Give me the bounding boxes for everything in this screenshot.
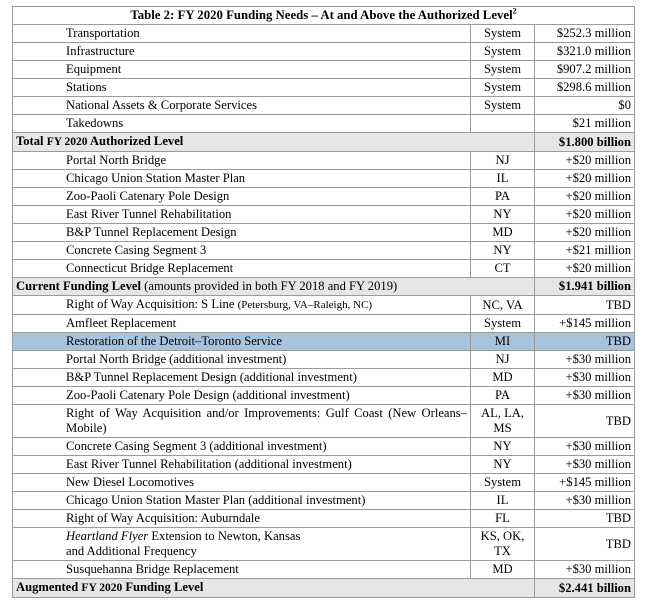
amount-cell: +$30 million <box>535 369 635 387</box>
amount-cell: $321.0 million <box>535 43 635 61</box>
location-cell: System <box>471 43 535 61</box>
item-cell: Concrete Casing Segment 3 <box>13 242 471 260</box>
item-cell: Concrete Casing Segment 3 (additional investment) <box>13 438 471 456</box>
item-cell <box>13 528 471 561</box>
location-cell: MD <box>471 369 535 387</box>
location-cell: NY <box>471 438 535 456</box>
amount-cell: +$20 million <box>535 206 635 224</box>
total-amount-cell: $2.441 billion <box>535 579 635 598</box>
augmented-label-rest: Funding Level <box>122 580 204 594</box>
table-row <box>13 561 635 579</box>
table-row <box>13 315 635 333</box>
table-row <box>13 97 635 115</box>
total-label-cell <box>13 579 535 598</box>
table-row <box>13 25 635 43</box>
location-cell <box>471 115 535 133</box>
item-cell: Right of Way Acquisition and/or Improvements: Gulf Coast (New Orleans–Mobile) <box>13 405 471 438</box>
total-amount-cell: $1.800 billion <box>535 133 635 152</box>
item-cell: Right of Way Acquisition: Auburndale <box>13 510 471 528</box>
amount-cell: $298.6 million <box>535 79 635 97</box>
item-cell: Portal North Bridge <box>13 152 471 170</box>
location-cell: NY <box>471 242 535 260</box>
location-line-1: KS, OK, <box>480 529 525 543</box>
location-cell: System <box>471 79 535 97</box>
total-label: Total <box>16 134 47 148</box>
amount-cell: +$145 million <box>535 315 635 333</box>
augmented-label-fy: FY 2020 <box>81 582 123 594</box>
item-cell: B&P Tunnel Replacement Design <box>13 224 471 242</box>
table-row <box>13 242 635 260</box>
item-cell: East River Tunnel Rehabilitation (additional investment) <box>13 456 471 474</box>
item-text: Extension to Newton, Kansas <box>148 529 301 543</box>
location-cell: IL <box>471 492 535 510</box>
location-cell: NY <box>471 206 535 224</box>
item-cell: Susquehanna Bridge Replacement <box>13 561 471 579</box>
table-row <box>13 369 635 387</box>
item-cell: B&P Tunnel Replacement Design (additional investment) <box>13 369 471 387</box>
item-line-2: and Additional Frequency <box>66 544 197 558</box>
funding-needs-table <box>12 6 635 598</box>
amount-cell: TBD <box>535 528 635 561</box>
table-row <box>13 224 635 242</box>
table-row <box>13 438 635 456</box>
augmented-label: Augmented <box>16 580 82 594</box>
location-cell: NJ <box>471 152 535 170</box>
table-row <box>13 188 635 206</box>
table-row <box>13 79 635 97</box>
table-row <box>13 260 635 278</box>
amount-cell: +$20 million <box>535 188 635 206</box>
item-cell: Zoo-Paoli Catenary Pole Design <box>13 188 471 206</box>
item-cell: Zoo-Paoli Catenary Pole Design (additional investment) <box>13 387 471 405</box>
location-cell: NY <box>471 456 535 474</box>
total-authorized-row <box>13 133 635 152</box>
location-cell: IL <box>471 170 535 188</box>
current-funding-label: Current Funding Level <box>16 279 142 293</box>
item-cell: Restoration of the Detroit–Toronto Service <box>13 333 471 351</box>
highlighted-table-row <box>13 333 635 351</box>
item-italic: Heartland Flyer <box>66 529 149 543</box>
total-amount-cell: $1.941 billion <box>535 278 635 296</box>
location-cell: MD <box>471 561 535 579</box>
table-row <box>13 510 635 528</box>
amount-cell: +$30 million <box>535 387 635 405</box>
item-cell <box>13 296 471 315</box>
amount-cell: +$20 million <box>535 260 635 278</box>
item-cell: Takedowns <box>13 115 471 133</box>
amount-cell: +$30 million <box>535 351 635 369</box>
table-row <box>13 456 635 474</box>
item-cell: East River Tunnel Rehabilitation <box>13 206 471 224</box>
item-cell: Infrastructure <box>13 43 471 61</box>
table-row <box>13 528 635 561</box>
amount-cell: +$20 million <box>535 224 635 242</box>
location-cell: PA <box>471 188 535 206</box>
item-text: Right of Way Acquisition: S Line <box>66 297 238 311</box>
total-label-fy: FY 2020 <box>46 136 88 148</box>
item-cell: Stations <box>13 79 471 97</box>
location-cell: System <box>471 474 535 492</box>
location-cell: AL, LA, MS <box>471 405 535 438</box>
total-label-cell <box>13 133 535 152</box>
table-title-row <box>13 7 635 25</box>
current-funding-note: (amounts provided in both FY 2018 and FY 2019) <box>141 279 398 293</box>
location-cell: System <box>471 61 535 79</box>
amount-cell: $0 <box>535 97 635 115</box>
amount-cell: $21 million <box>535 115 635 133</box>
item-line-1 <box>66 529 467 544</box>
location-cell: PA <box>471 387 535 405</box>
item-cell: New Diesel Locomotives <box>13 474 471 492</box>
amount-cell: +$20 million <box>535 170 635 188</box>
amount-cell: +$21 million <box>535 242 635 260</box>
table-row <box>13 405 635 438</box>
location-cell: MD <box>471 224 535 242</box>
table-row <box>13 351 635 369</box>
item-cell: Transportation <box>13 25 471 43</box>
table-title-text: Table 2: FY 2020 Funding Needs – At and Above the Authorized Level <box>130 8 513 22</box>
total-label-cell <box>13 278 535 296</box>
table-row <box>13 43 635 61</box>
title-footnote-marker: 2 <box>512 6 517 16</box>
table-row <box>13 61 635 79</box>
location-cell: MI <box>471 333 535 351</box>
total-label-rest: Authorized Level <box>87 134 184 148</box>
table-row <box>13 152 635 170</box>
item-cell: Amfleet Replacement <box>13 315 471 333</box>
amount-cell: +$20 million <box>535 152 635 170</box>
item-cell: Connecticut Bridge Replacement <box>13 260 471 278</box>
amount-cell: TBD <box>535 333 635 351</box>
amount-cell: $252.3 million <box>535 25 635 43</box>
amount-cell: TBD <box>535 296 635 315</box>
location-cell <box>471 528 535 561</box>
location-cell: System <box>471 97 535 115</box>
item-cell: Portal North Bridge (additional investment) <box>13 351 471 369</box>
item-cell: Chicago Union Station Master Plan <box>13 170 471 188</box>
funding-table-container <box>12 6 634 598</box>
amount-cell: +$30 million <box>535 456 635 474</box>
amount-cell: TBD <box>535 510 635 528</box>
table-row <box>13 115 635 133</box>
table-row <box>13 474 635 492</box>
item-cell: Equipment <box>13 61 471 79</box>
table-row <box>13 206 635 224</box>
item-text-small: (Petersburg, VA–Raleigh, NC) <box>237 299 373 311</box>
current-funding-row <box>13 278 635 296</box>
table-title <box>13 7 635 25</box>
location-cell: System <box>471 315 535 333</box>
amount-cell: +$30 million <box>535 561 635 579</box>
location-line-2: TX <box>494 544 511 558</box>
table-row <box>13 170 635 188</box>
location-cell: CT <box>471 260 535 278</box>
amount-cell: $907.2 million <box>535 61 635 79</box>
location-cell: NJ <box>471 351 535 369</box>
table-row <box>13 492 635 510</box>
location-cell: FL <box>471 510 535 528</box>
item-cell: Chicago Union Station Master Plan (additional investment) <box>13 492 471 510</box>
augmented-funding-row <box>13 579 635 598</box>
table-row <box>13 387 635 405</box>
item-cell: National Assets & Corporate Services <box>13 97 471 115</box>
amount-cell: +$145 million <box>535 474 635 492</box>
amount-cell: TBD <box>535 405 635 438</box>
amount-cell: +$30 million <box>535 492 635 510</box>
location-cell: NC, VA <box>471 296 535 315</box>
location-cell: System <box>471 25 535 43</box>
table-row <box>13 296 635 315</box>
amount-cell: +$30 million <box>535 438 635 456</box>
